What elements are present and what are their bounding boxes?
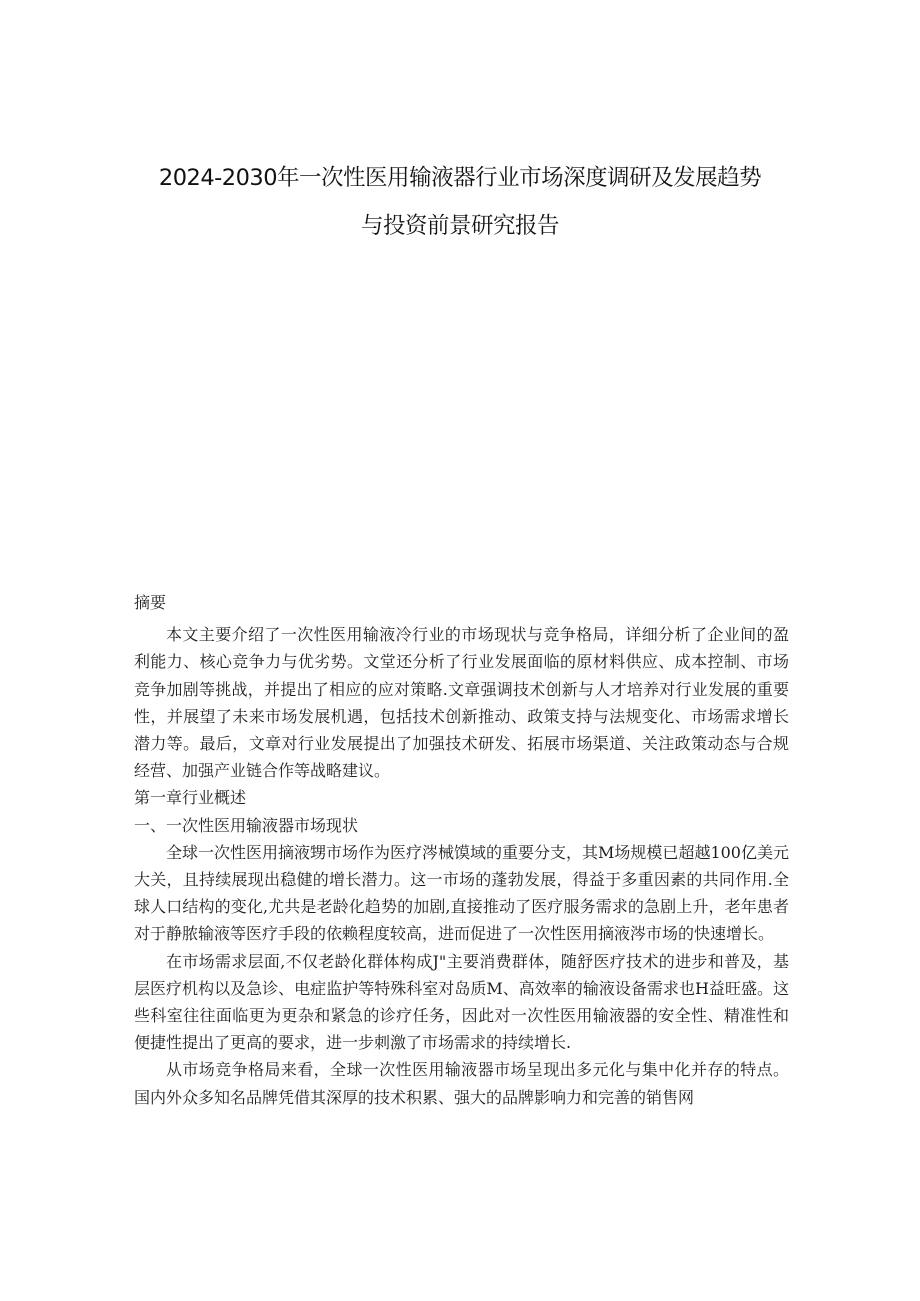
report-title-line-2: 与投资前景研究报告 — [360, 213, 559, 239]
section-heading: 一、一次性医用输液器市场现状 — [134, 815, 359, 835]
abstract-heading: 摘要 — [134, 593, 167, 612]
body-paragraph: 全球一次性医用摘液甥市场作为医疗涔械馍域的重要分支，其M场规模已超越100亿美元大关，且持续展现出稳健的增长潜力。这一市场的蓬勃发展，得益于多重因素的共同作用.全球人口结构的变化,尤共是老龄化趋势的加剧,直接推动了医疗服务需求的急剧上升，老年患者对于静脓输液等医疗手段的依赖程度较高，进而促进了一次性医用摘液涔市场的快速增长。 — [134, 842, 789, 944]
abstract-paragraph: 本文主要介绍了一次性医用输液冷行业的市场现状与竞争格局，详细分析了企业间的盈利能力、核心竞争力与优劣势。文堂还分析了行业发展面临的原材料供应、成本控制、市场竞争加剧等挑战，并提出了相应的应对策略.文章强调技术创新与人才培养对行业发展的重要性，并展望了未来市场发展机遇，包括技术创新推动、政策支持与法规变化、市场需求增长潜力等。最后，文章对行业发展提出了加强技术研发、拓展市场渠道、关注政策动态与合规经营、加强产业链合作等战略建议。 — [134, 625, 789, 781]
chapter-heading: 第一章行业概述 — [134, 788, 247, 808]
body-paragraph: 从市场竞争格局来看，全球一次性医用输液器市场呈现出多元化与集中化并存的特点。国内外众多知名品牌凭借其深厚的技术积累、强大的品牌影响力和完善的销售网 — [134, 1060, 789, 1107]
body-paragraph: 在市场需求层面,不仅老龄化群体构成J"主要消费群体，随舒医疗技术的进步和普及，基层医疗机构以及急诊、电症监护等特殊科室对岛质M、高效率的输液设备需求也H益旺盛。这些科室往往面临更为更杂和紧急的诊疗任务，因此对一次性医用输液器的安全性、精准性和便捷性提出了更高的要求，进一步刺激了市场需求的持续增长. — [134, 951, 789, 1053]
report-title-line-1: 2024-2030年一次性医用输液器行业市场深度调研及发展趋势 — [158, 165, 762, 191]
document-body — [134, 589, 789, 1111]
